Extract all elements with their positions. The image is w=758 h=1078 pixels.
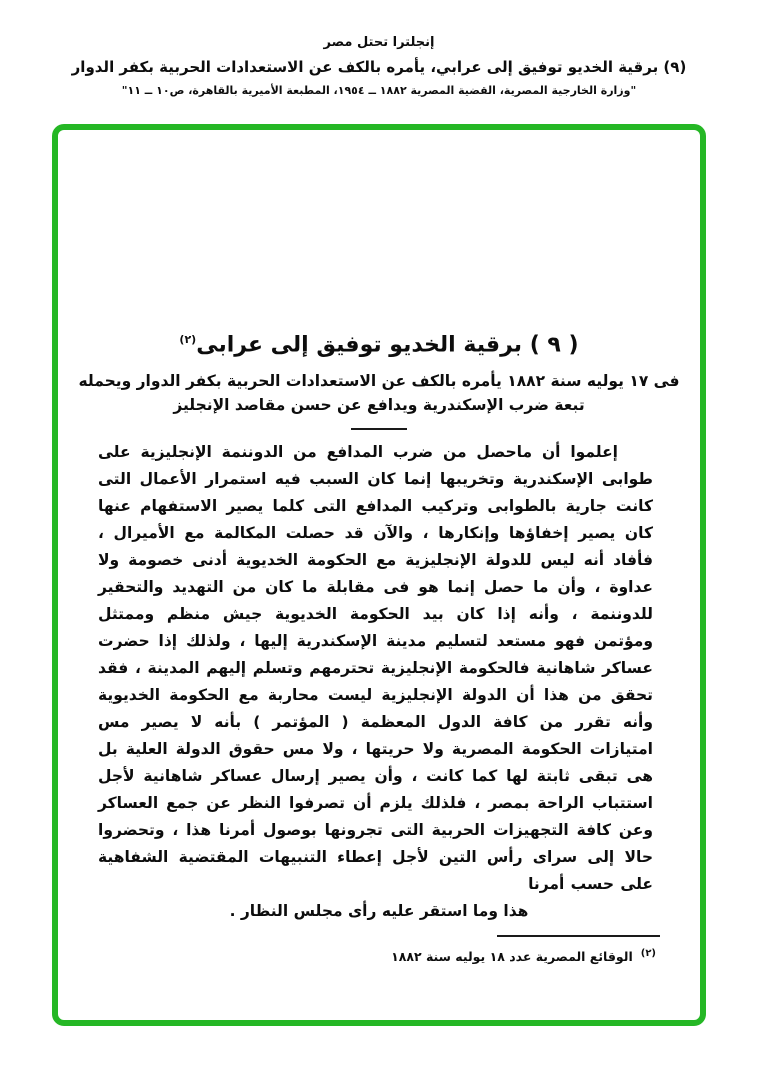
document-closing-line: هذا وما استقر عليه رأى مجلس النظار . <box>229 902 529 921</box>
footnote-text: الوقائع المصرية عدد ١٨ يوليه سنة ١٨٨٢ <box>391 949 633 965</box>
footnote-marker: (٢) <box>640 948 656 960</box>
document-title-text: ( ٩ ) برقية الخديو توفيق إلى عرابى <box>196 332 579 358</box>
document-footnote <box>58 945 656 966</box>
header-section-title: إنجلترا تحتل مصر <box>323 35 435 50</box>
document-title <box>58 130 700 359</box>
scanned-page <box>58 130 700 1020</box>
subtitle-line-2: تبعة ضرب الإسكندرية ويدافع عن حسن مقاصد الإنجليز <box>173 396 585 415</box>
title-divider-rule <box>351 428 407 430</box>
document-body-paragraph: إعلموا أن ماحصل من ضرب المدافع من الدوننمة الإنجليزية على طوابى الإسكندرية وتخريبها إنما كان السبب فيه استمرار الأعمال التى كانت جارية بالطوابى وتركيب المدافع التى كلما يصير الاستفهام عنها كان يصير إخفاؤها وإنكارها ، والآن قد حصلت المكالمة مع الأميرال ، فأفاد أنه ليس للدولة الإنجليزية مع الحكومة الخديوية أدنى خصومة ولا عداوة ، وأن ما حصل إنما هو فى مقابلة ما كان من التهديد والتحقير للدوننمة ، وأنه إذا كان بيد الحكومة الخديوية جيش منظم وممتثل ومؤتمن فهو مستعد لتسليم مدينة الإسكندرية إليها ، ولذلك إذا حضرت عساكر شاهانية فالحكومة الإنجليزية تحترمهم وتسلم إليهم المدينة ، فقد تحقق من هذا أن الدولة الإنجليزية ليست محاربة مع الحكومة الخديوية وأنه تقرر من كافة الدول المعظمة ( المؤتمر ) بأنه لا يصير مس امتيازات الحكومة المصرية ولا حريتها ، ولا مس حقوق الدولة العلية بل هى تبقى ثابتة لها كما كانت ، وأن يصير إرسال عساكر شاهانية لأجل استتباب الراحة بمصر ، فلذلك يلزم أن تصرفوا النظر عن جمع العساكر وعن كافة التجهيزات الحربية التى تجرونها بوصول أمرنا هذا ، وتحضروا حالا إلى سراى رأس التين لأجل إعطاء التنبيهات المقتضية الشفاهية على حسب أمرنا <box>98 443 653 894</box>
title-footnote-marker: (٢) <box>179 333 197 346</box>
subtitle-line-1: فى ١٧ يوليه سنة ١٨٨٢ يأمره بالكف عن الاستعدادات الحربية بكفر الدوار ويحمله <box>78 372 680 391</box>
header-document-title: (٩) برقية الخديو توفيق إلى عرابي، يأمره بالكف عن الاستعدادات الحربية بكفر الدوار <box>71 58 687 76</box>
document-frame <box>52 124 706 1026</box>
header-source-citation: "وزارة الخارجية المصرية، القضية المصرية ١٨٨٢ ــ ١٩٥٤، المطبعة الأميرية بالقاهرة، ص١٠ ــ ١١" <box>121 84 637 97</box>
document-subtitle <box>58 369 700 417</box>
footnote-divider-rule <box>497 935 660 937</box>
page-header <box>0 0 758 98</box>
